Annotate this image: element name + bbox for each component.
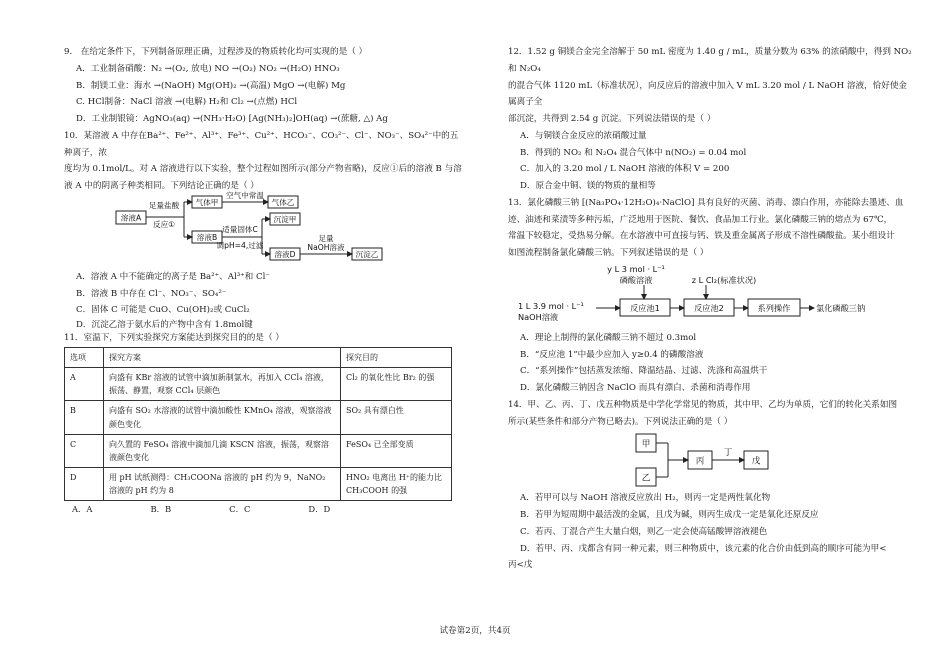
q13-stem-line3: 常温下较稳定，受热易分解。在水溶液中可直接与钙、铁及重金属离子形成不溶性磷酸盐。某小组设计: [508, 231, 895, 242]
table-header-row: [65, 347, 452, 367]
q11-stem: 11．室温下，下列实验探究方案能达到探究目的的是（ ）: [64, 332, 284, 343]
q9-option-d: D．工业制银镜：AgNO₃(aq) →(NH₃·H₂O) [Ag(NH₃)₂]OH(aq) →(蔗糖, △) Ag: [76, 114, 388, 124]
q10-option-a: A．溶液 A 中不能确定的离子是 Ba²⁺、Al³⁺和 Cl⁻: [76, 271, 270, 282]
q14-option-d: D．若甲、丙、戊都含有同一种元素，则三种物质中，该元素的化合价由低到高的顺序可能为甲<: [520, 543, 887, 554]
q13-label-operations: 系列操作: [757, 302, 791, 313]
q13-label-product: 氯化磷酸三钠: [816, 302, 866, 313]
page-footer: 试卷第2页，共4页: [439, 626, 511, 636]
q13-label-phosphoric: 磷酸溶液: [619, 274, 653, 285]
q13-flow-diagram: [508, 262, 913, 330]
q10-label-air: 空气中常温: [226, 190, 264, 200]
table-row: [65, 468, 452, 501]
q10-stem-line2: 度均为 0.1mol/L。对 A 溶液进行以下实验，整个过程如图所示(部分产物省略)，反应①后的溶液 B 与溶: [64, 164, 462, 175]
q10-label-gas-a: 气体甲: [195, 197, 219, 207]
table-cell: A: [65, 367, 104, 400]
q9-stem: 9． 在给定条件下，下列制备原理正确，过程涉及的物质转化均可实现的是（ ）: [64, 47, 368, 57]
table-cell: 向久置的 FeSO₄ 溶液中滴加几滴 KSCN 溶液，振荡，观察溶液颜色变化: [104, 434, 341, 467]
q10-label-ppt-b: 沉淀乙: [355, 249, 379, 259]
q13-label-reactor1: 反应池1: [630, 302, 660, 313]
q11-answer-choices: [72, 501, 464, 517]
table-cell: D: [65, 468, 104, 501]
q12-stem-line1: 12．1.52 g 铜镁合金完全溶解于 50 mL 密度为 1.40 g / mL，质量分数为 63% 的浓硝酸中，得到 NO₂ 和 N₂O₄: [508, 47, 912, 74]
q13-stem-line2: 迹、油迹和菜渍等多种污垢，广泛地用于医院、餐饮、食品加工行业。氯化磷酸三钠的熔点为 67℃，: [508, 214, 893, 225]
q14-label-ding: 丁: [723, 448, 733, 459]
table-header-cell: 探究目的: [341, 347, 452, 367]
q14-label-yi: 乙: [641, 473, 651, 484]
q13-stem-line1: 13．氯化磷酸三钠 [(Na₃PO₄·12H₂O)₄·NaClO] 具有良好的灭菌、消毒、漂白作用，亦能除去墨迹、血: [508, 197, 904, 208]
table-cell: Cl₂ 的氧化性比 Br₂ 的强: [341, 367, 452, 400]
q10-option-c: C．固体 C 可能是 CuO、Cu(OH)₂或 CuCl₂: [76, 305, 250, 316]
left-column: [64, 44, 464, 518]
q11-table: [64, 347, 452, 502]
q10-option-d: D．沉淀乙溶于氨水后的产物中含有 1.8mol键: [76, 320, 253, 330]
table-cell: SO₂ 具有漂白性: [341, 401, 452, 434]
q13-label-chlorine: z L Cl₂(标准状况): [691, 274, 757, 285]
q11-choice-b: B．B: [150, 504, 172, 515]
q14-option-b: B．若甲为短周期中最活泼的金属，且戊为碱，则丙生成戊一定是氧化还原反应: [520, 510, 819, 520]
q11-choice-d: D．D: [308, 504, 331, 515]
table-header-cell: 探究方案: [104, 347, 341, 367]
table-cell: 用 pH 试纸测得：CH₃COONa 溶液的 pH 约为 9，NaNO₂ 溶液的 pH 约为 8: [104, 468, 341, 501]
q13-label-naoh-conc: 1 L 3.9 mol · L⁻¹: [518, 300, 584, 311]
q10-label-naoh: NaOH溶液: [307, 242, 345, 252]
q10-label-solution-b: 溶液B: [196, 232, 218, 242]
q12-stem-line3: 部沉淀，共得到 2.54 g 沉淀。下列说法错误的是（ ）: [508, 114, 716, 124]
q10-label-solution-d: 溶液D: [274, 249, 296, 259]
q10-stem-line3: 液 A 中的阴离子种类相同。下列结论正确的是（ ）: [64, 181, 259, 191]
table-row: [65, 434, 452, 467]
q11-choice-a: A．A: [72, 504, 93, 515]
q14-option-a: A．若甲可以与 NaOH 溶液反应放出 H₂，则丙一定是两性氧化物: [520, 493, 771, 504]
q14-diagram: [508, 430, 913, 490]
q10-label-reaction1: 反应①: [153, 219, 175, 229]
q12-stem-line2: 的混合气体 1120 mL（标准状况），向反应后的溶液中加入 V mL 3.20 mol / L NaOH 溶液，恰好使金属离子全: [508, 80, 908, 108]
q13-option-b: B．“反应池 1”中最少应加入 y≥0.4 的磷酸溶液: [520, 349, 704, 360]
table-cell: 向盛有 SO₂ 水溶液的试管中滴加酸性 KMnO₄ 溶液，观察溶液颜色变化: [104, 401, 341, 434]
q12-option-c: C．加入的 3.20 mol / L NaOH 溶液的体积 V = 200: [520, 164, 730, 175]
q13-stem-line4: 如图流程制备氯化磷酸三钠。下列叙述错误的是（ ）: [508, 248, 709, 258]
q10-label-solution-a: 溶液A: [120, 213, 142, 223]
q10-label-gas-b: 气体乙: [271, 197, 295, 207]
q14-label-wu: 戊: [751, 456, 761, 467]
table-row: [65, 401, 452, 434]
q14-label-jia: 甲: [641, 439, 651, 450]
table-cell: C: [65, 434, 104, 467]
q13-option-c: C．“系列操作”包括蒸发浓缩、降温结晶、过滤、洗涤和高温烘干: [520, 366, 768, 377]
q9-option-c: C. HCl制备：NaCl 溶液 →(电解) H₂和 Cl₂ →(点燃) HCl: [76, 97, 298, 108]
q9-option-b: B．制镁工业：海水 →(NaOH) Mg(OH)₂ →(高温) MgO →(电解) Mg: [76, 80, 346, 91]
q14-label-bing: 丙: [695, 456, 705, 467]
q10-label-solid-c: 适量固体C: [222, 224, 258, 234]
q13-label-reactor2: 反应池2: [694, 302, 724, 313]
q10-label-naoh-amount: 足量: [318, 233, 334, 243]
q10-label-ppt-a: 沉淀甲: [273, 214, 297, 224]
right-column: [508, 44, 913, 574]
table-cell: FeSO₄ 已全部变质: [341, 434, 452, 467]
q14-stem-line1: 14．甲、乙、丙、丁、戊五种物质是中学化学常见的物质，其中甲、乙均为单质，它们的转化关系如图: [508, 399, 898, 410]
q14-stem-line2: 所示(某些条件和部分产物已略去)。下列说法正确的是（ ）: [508, 416, 733, 427]
table-cell: B: [65, 401, 104, 434]
q14-option-d-continued: 丙<戊: [508, 560, 533, 571]
q11-choice-c: C．C: [229, 504, 251, 515]
table-header-cell: 选项: [65, 347, 104, 367]
q10-option-b: B．溶液 B 中存在 Cl⁻、NO₃⁻、SO₄²⁻: [76, 288, 227, 299]
q13-label-phosphoric-conc: y L 3 mol · L⁻¹: [607, 263, 665, 274]
q10-flow-diagram: [64, 190, 454, 268]
q14-option-c: C．若丙、丁混合产生大量白烟，则乙一定会使高锰酸钾溶液褪色: [520, 526, 768, 537]
q12-option-a: A．与铜镁合金反应的浓硝酸过量: [520, 130, 647, 141]
q13-option-d: D．氯化磷酸三钠因含 NaClO 而具有漂白、杀菌和消毒作用: [520, 383, 751, 393]
q10-stem-line1: 10．某溶液 A 中存在Ba²⁺、Fe²⁺、Al³⁺、Fe³⁺、Cu²⁺、HCO₃⁻、CO₃²⁻、Cl⁻、NO₃⁻、SO₄²⁻中的五种离子，浓: [64, 130, 459, 158]
q12-option-d: D．原合金中铜、镁的物质的量相等: [520, 181, 656, 191]
q13-label-naoh: NaOH溶液: [518, 311, 559, 322]
q10-label-acid: 足量盐酸: [148, 200, 180, 210]
q13-option-a: A．理论上制得的氯化磷酸三钠不超过 0.3mol: [520, 332, 697, 343]
table-cell: HNO₂ 电离出 H⁺的能力比 CH₃COOH 的强: [341, 468, 452, 501]
q12-option-b: B．得到的 NO₂ 和 N₂O₄ 混合气体中 n(NO₂) = 0.04 mol: [520, 147, 747, 158]
table-row: [65, 367, 452, 400]
q10-label-ph-filter: 调pH=4,过滤: [216, 240, 264, 250]
table-cell: 向盛有 KBr 溶液的试管中滴加新制氯水，再加入 CCl₄ 溶液，振荡、静置，观察 CCl₄ 层颜色: [104, 367, 341, 400]
q9-option-a: A．工业制备硝酸：N₂ →(O₂, 放电) NO →(O₂) NO₂ →(H₂O) HNO₃: [76, 63, 340, 74]
